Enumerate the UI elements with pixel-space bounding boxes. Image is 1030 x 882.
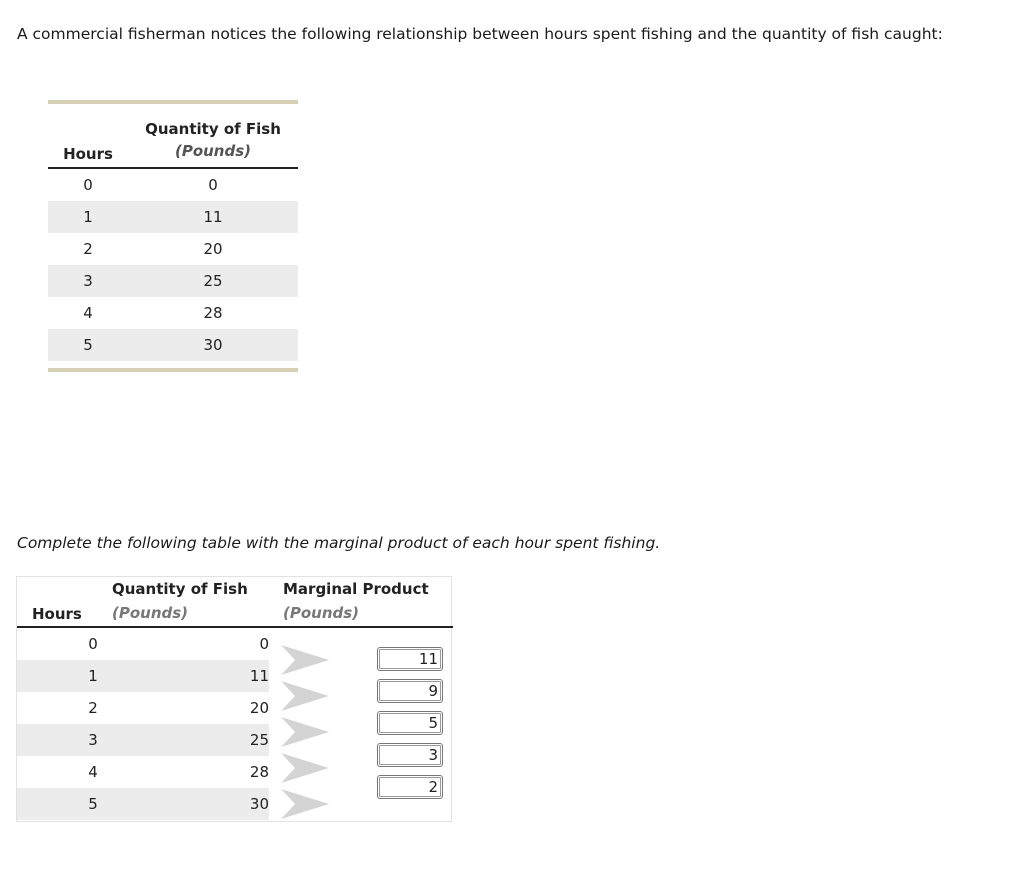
quantity-header <box>128 104 298 168</box>
quantity-cell: 20 <box>203 240 223 258</box>
quantity-cell: 28 <box>249 763 269 781</box>
quantity-cell: 20 <box>249 699 269 717</box>
marginal-product-input-1[interactable] <box>377 647 443 671</box>
hours-cell: 4 <box>88 763 98 781</box>
table-row <box>48 297 298 329</box>
hours-cell: 5 <box>88 795 98 813</box>
intro-text: A commercial fisherman notices the following relationship between hours spent fishing and the quantity of fish caught: <box>17 25 943 43</box>
hours-cell: 5 <box>48 329 128 361</box>
marginal-product-header-unit: (Pounds) <box>283 604 360 622</box>
chevron-right-icon <box>281 645 329 675</box>
quantity-cell: 11 <box>128 201 298 233</box>
table-row <box>48 168 298 201</box>
table-row <box>17 724 269 756</box>
marginal-product-table-header <box>17 577 453 628</box>
hours-header: Hours <box>32 605 82 623</box>
marginal-product-input-5[interactable] <box>377 775 443 799</box>
marginal-product-inputs <box>377 647 443 807</box>
hours-cell: 1 <box>48 201 128 233</box>
chevron-right-icon <box>281 789 329 819</box>
chevron-right-icon <box>281 681 329 711</box>
fish-quantity-table <box>48 100 298 372</box>
marginal-product-input-4[interactable] <box>377 743 443 767</box>
marginal-product-header-label: Marginal Product <box>283 580 429 598</box>
hours-cell: 3 <box>88 731 98 749</box>
quantity-cell: 25 <box>249 731 269 749</box>
quantity-header-unit: (Pounds) <box>174 141 252 160</box>
hours-cell: 0 <box>88 635 98 653</box>
quantity-header-unit: (Pounds) <box>112 604 189 622</box>
quantity-cell: 25 <box>128 265 298 297</box>
table-row <box>48 233 298 265</box>
quantity-cell: 0 <box>259 635 269 653</box>
table-row <box>48 265 298 297</box>
quantity-header-label: Quantity of Fish <box>145 119 281 138</box>
table-row <box>17 756 269 788</box>
table-row <box>17 788 269 820</box>
chevron-right-icon <box>281 717 329 747</box>
hours-header: Hours <box>48 104 128 168</box>
marginal-product-input-2[interactable] <box>377 679 443 703</box>
quantity-cell: 0 <box>208 176 218 194</box>
quantity-cell: 30 <box>249 795 269 813</box>
hours-cell: 0 <box>83 176 93 194</box>
instruction-text: Complete the following table with the marginal product of each hour spent fishing. <box>17 534 661 552</box>
hours-cell: 2 <box>88 699 98 717</box>
arrow-column <box>281 645 345 825</box>
chevron-right-icon <box>281 753 329 783</box>
table-row <box>17 628 269 660</box>
hours-cell: 4 <box>83 304 93 322</box>
quantity-header-label: Quantity of Fish <box>112 580 248 598</box>
hours-cell: 1 <box>88 667 98 685</box>
quantity-cell: 28 <box>203 304 223 322</box>
hours-cell: 3 <box>48 265 128 297</box>
table-row <box>17 692 269 724</box>
table-row <box>48 329 298 361</box>
table-row <box>17 660 269 692</box>
quantity-cell: 30 <box>128 329 298 361</box>
marginal-product-input-3[interactable] <box>377 711 443 735</box>
table-row <box>48 201 298 233</box>
marginal-product-table <box>16 576 452 822</box>
quantity-cell: 11 <box>249 667 269 685</box>
quantity-rows <box>17 628 269 820</box>
hours-cell: 2 <box>83 240 93 258</box>
